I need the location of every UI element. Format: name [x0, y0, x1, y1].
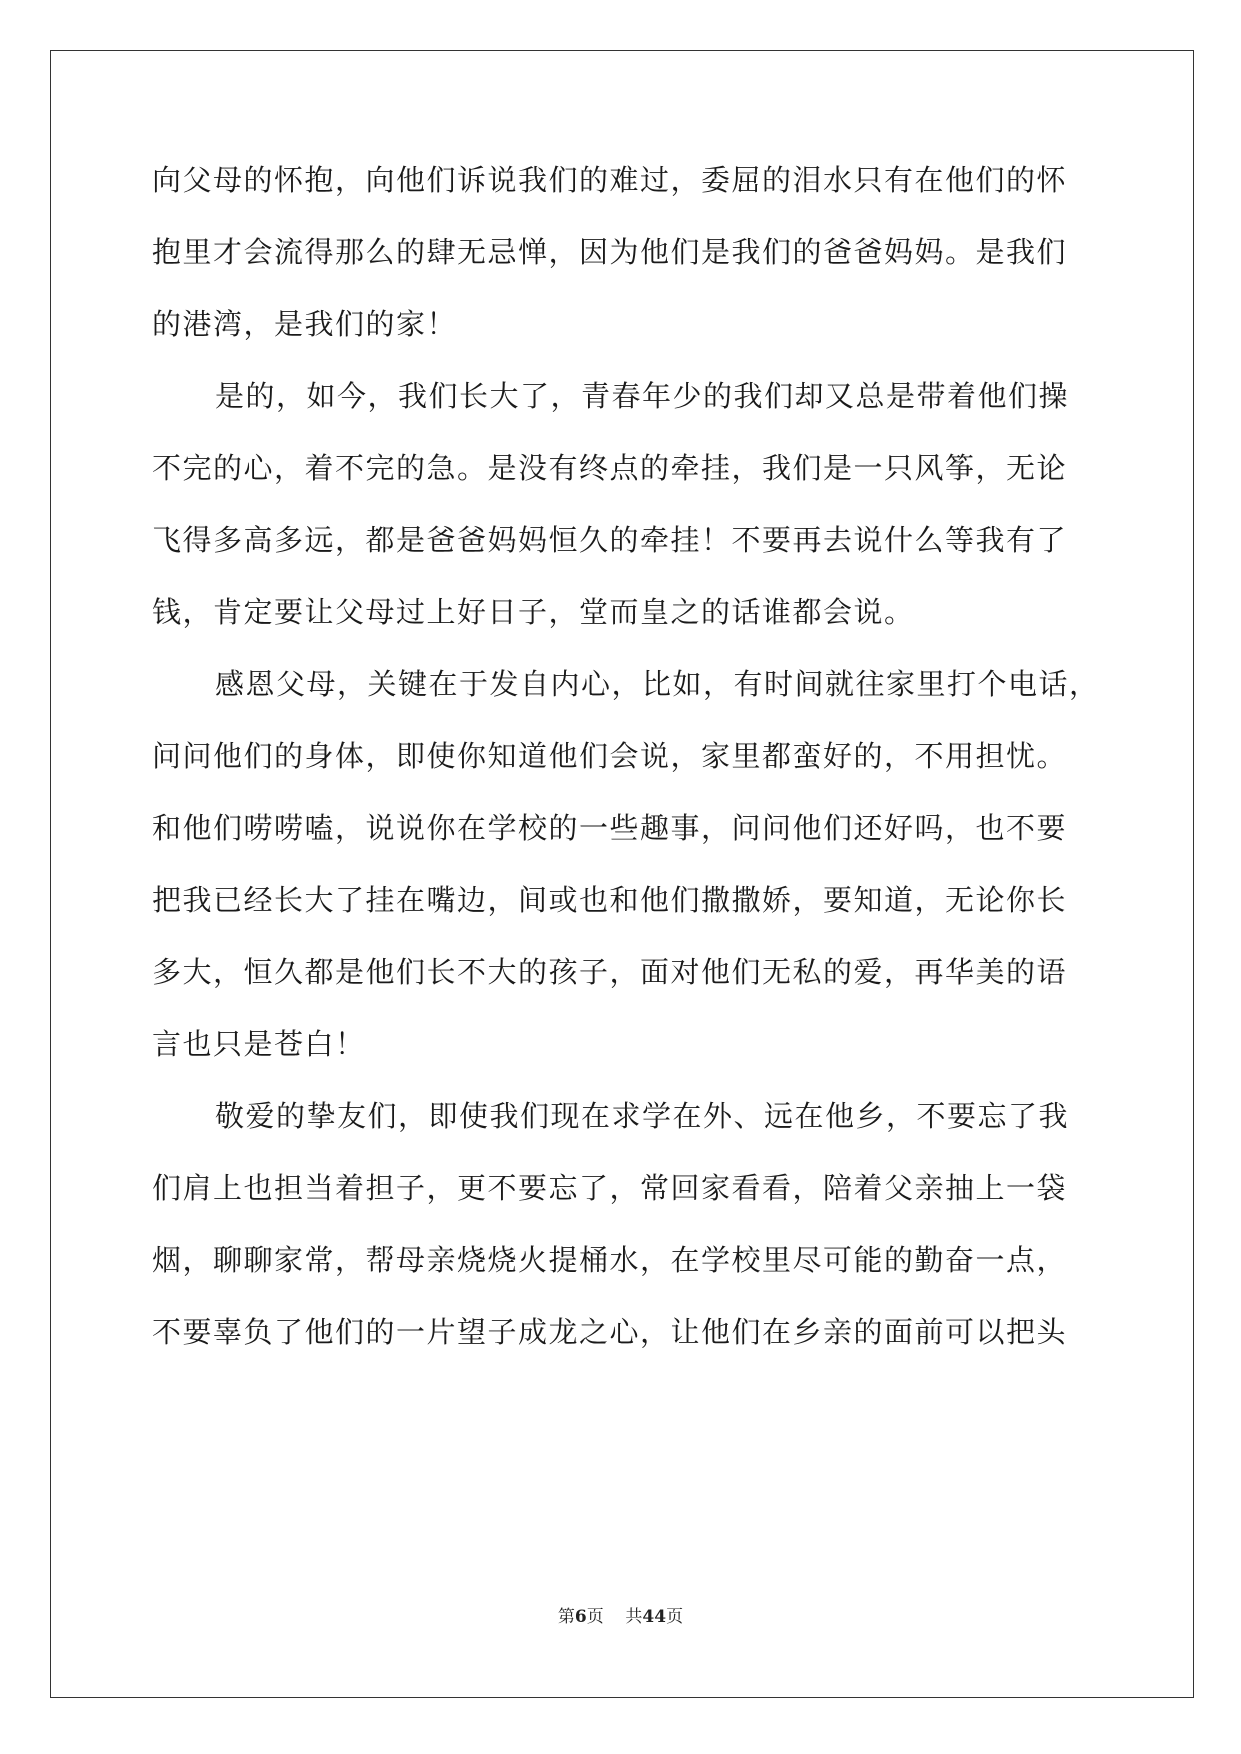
footer-total-suffix: 页	[666, 1607, 684, 1627]
text-line: 言也只是苍白！	[152, 1027, 366, 1061]
text-line: 向父母的怀抱，向他们诉说我们的难过，委屈的泪水只有在他们的怀	[152, 163, 1068, 197]
page-footer	[0, 1605, 1241, 1629]
footer-total-prefix: 共	[625, 1607, 643, 1627]
page-number: 6	[574, 1607, 587, 1627]
page-border	[50, 50, 1194, 1698]
text-line: 烟，聊聊家常，帮母亲烧烧火提桶水，在学校里尽可能的勤奋一点，	[152, 1243, 1068, 1277]
text-line: 抱里才会流得那么的肆无忌惮，因为他们是我们的爸爸妈妈。是我们	[152, 235, 1068, 269]
text-line: 不要辜负了他们的一片望子成龙之心，让他们在乡亲的面前可以把头	[152, 1315, 1068, 1349]
total-pages: 44	[642, 1607, 667, 1627]
text-line: 飞得多高多远，都是爸爸妈妈恒久的牵挂！不要再去说什么等我有了	[152, 523, 1068, 557]
text-line: 问问他们的身体，即使你知道他们会说，家里都蛮好的，不用担忧。	[152, 739, 1068, 773]
text-line: 不完的心，着不完的急。是没有终点的牵挂，我们是一只风筝，无论	[152, 451, 1068, 485]
text-line: 的港湾，是我们的家！	[152, 307, 458, 341]
text-line: 钱，肯定要让父母过上好日子，堂而皇之的话谁都会说。	[152, 595, 915, 629]
paragraph-first-line: 是的，如今，我们长大了，青春年少的我们却又总是带着他们操	[215, 379, 1070, 413]
paragraph-first-line: 感恩父母，关键在于发自内心，比如，有时间就往家里打个电话，	[215, 667, 1100, 701]
text-line: 和他们唠唠嗑，说说你在学校的一些趣事，问问他们还好吗，也不要	[152, 811, 1068, 845]
text-line: 多大，恒久都是他们长不大的孩子，面对他们无私的爱，再华美的语	[152, 955, 1068, 989]
text-line: 把我已经长大了挂在嘴边，间或也和他们撒撒娇，要知道，无论你长	[152, 883, 1068, 917]
paragraph-first-line: 敬爱的挚友们，即使我们现在求学在外、远在他乡，不要忘了我	[215, 1099, 1070, 1133]
footer-page-suffix: 页	[586, 1607, 604, 1627]
text-line: 们肩上也担当着担子，更不要忘了，常回家看看，陪着父亲抽上一袋	[152, 1171, 1068, 1205]
footer-prefix: 第	[557, 1607, 575, 1627]
